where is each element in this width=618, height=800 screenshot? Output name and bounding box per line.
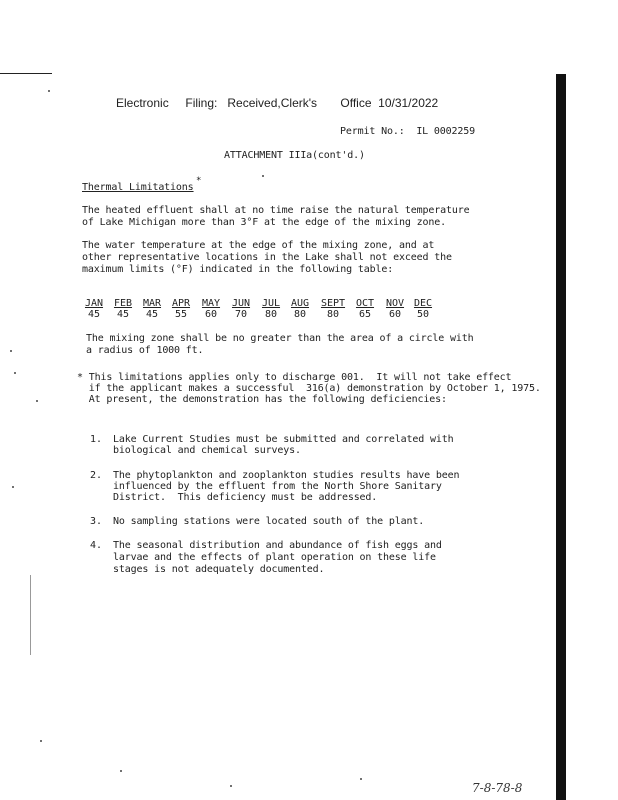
list-item-line: larvae and the effects of plant operation on these life — [113, 552, 436, 563]
table-column — [139, 298, 165, 320]
para2-line-1: The water temperature at the edge of the mixing zone, and at — [82, 240, 435, 251]
asterisk-mark: * — [196, 176, 202, 186]
footnote-line-2: if the applicant makes a successful 316(a) demonstration by October 1, 1975. — [77, 383, 541, 394]
month-header: AUG — [290, 298, 310, 309]
permit-number: Permit No.: IL 0002259 — [340, 126, 476, 137]
scan-speck — [120, 770, 122, 772]
table-column — [382, 298, 408, 320]
list-item-line: The seasonal distribution and abundance of fish eggs and — [113, 540, 442, 551]
scan-margin-mark — [30, 575, 31, 655]
attachment-title: ATTACHMENT IIIa(cont'd.) — [224, 150, 365, 161]
table-column — [198, 298, 224, 320]
month-header: FEB — [113, 298, 133, 309]
month-header: JAN — [84, 298, 104, 309]
temp-value: 50 — [416, 309, 430, 320]
para3-line-2: a radius of 1000 ft. — [86, 345, 204, 356]
list-number: 1. — [90, 434, 103, 445]
list-item-line: District. This deficiency must be addressed. — [113, 492, 378, 503]
temp-value: 45 — [116, 309, 130, 320]
month-header: MAY — [201, 298, 221, 309]
table-column — [168, 298, 194, 320]
table-column — [110, 298, 136, 320]
list-item-line: stages is not adequately documented. — [113, 564, 325, 575]
scan-speck — [48, 90, 50, 92]
month-header: NOV — [385, 298, 405, 309]
scan-speck — [40, 740, 42, 742]
temp-value: 60 — [204, 309, 218, 320]
scan-speck — [12, 486, 14, 488]
footnote-line-1: * This limitations applies only to discharge 001. It will not take effect — [77, 372, 512, 383]
list-item-line: No sampling stations were located south of the plant. — [113, 516, 425, 527]
list-item-line: biological and chemical surveys. — [113, 445, 301, 456]
table-column — [258, 298, 284, 320]
scan-edge-line — [0, 73, 52, 74]
month-header: JUL — [261, 298, 281, 309]
scan-speck — [230, 785, 232, 787]
para3-line-1: The mixing zone shall be no greater than the area of a circle with — [86, 333, 474, 344]
scan-speck — [360, 778, 362, 780]
month-header: OCT — [355, 298, 375, 309]
temp-value: 60 — [388, 309, 402, 320]
scan-speck — [10, 350, 12, 352]
table-column — [81, 298, 107, 320]
para2-line-2: other representative locations in the Lake shall not exceed the — [82, 252, 452, 263]
para2-line-3: maximum limits (°F) indicated in the following table: — [82, 264, 394, 275]
month-header: APR — [171, 298, 191, 309]
table-column — [410, 298, 436, 320]
table-column — [228, 298, 254, 320]
table-column — [287, 298, 313, 320]
list-item-line: influenced by the effluent from the North Shore Sanitary — [113, 481, 442, 492]
scan-speck — [36, 400, 38, 402]
handwritten-page-mark: 7-8-78-8 — [472, 781, 523, 795]
temp-value: 45 — [145, 309, 159, 320]
table-column — [352, 298, 378, 320]
month-header: SEPT — [320, 298, 346, 309]
footnote-line-3: At present, the demonstration has the following deficiencies: — [77, 394, 447, 405]
para1-line-2: of Lake Michigan more than 3°F at the edge of the mixing zone. — [82, 217, 446, 228]
temp-value: 65 — [358, 309, 372, 320]
scan-speck — [14, 372, 16, 374]
temp-value: 80 — [264, 309, 278, 320]
month-header: DEC — [413, 298, 433, 309]
list-number: 3. — [90, 516, 103, 527]
list-number: 4. — [90, 540, 103, 551]
para1-line-1: The heated effluent shall at no time raise the natural temperature — [82, 205, 470, 216]
temp-value: 80 — [326, 309, 340, 320]
month-header: MAR — [142, 298, 162, 309]
temp-value: 70 — [234, 309, 248, 320]
filing-stamp: Electronic Filing: Received,Clerk's Office 10/31/2022 — [116, 96, 439, 110]
temp-value: 45 — [87, 309, 101, 320]
list-item-line: The phytoplankton and zooplankton studies results have been — [113, 470, 460, 481]
month-header: JUN — [231, 298, 251, 309]
temp-value: 80 — [293, 309, 307, 320]
scan-speck — [262, 175, 264, 177]
table-column — [318, 298, 348, 320]
temp-value: 55 — [174, 309, 188, 320]
section-title: Thermal Limitations — [82, 182, 194, 193]
list-item-line: Lake Current Studies must be submitted and correlated with — [113, 434, 454, 445]
scan-border-bar — [556, 74, 566, 800]
list-number: 2. — [90, 470, 103, 481]
